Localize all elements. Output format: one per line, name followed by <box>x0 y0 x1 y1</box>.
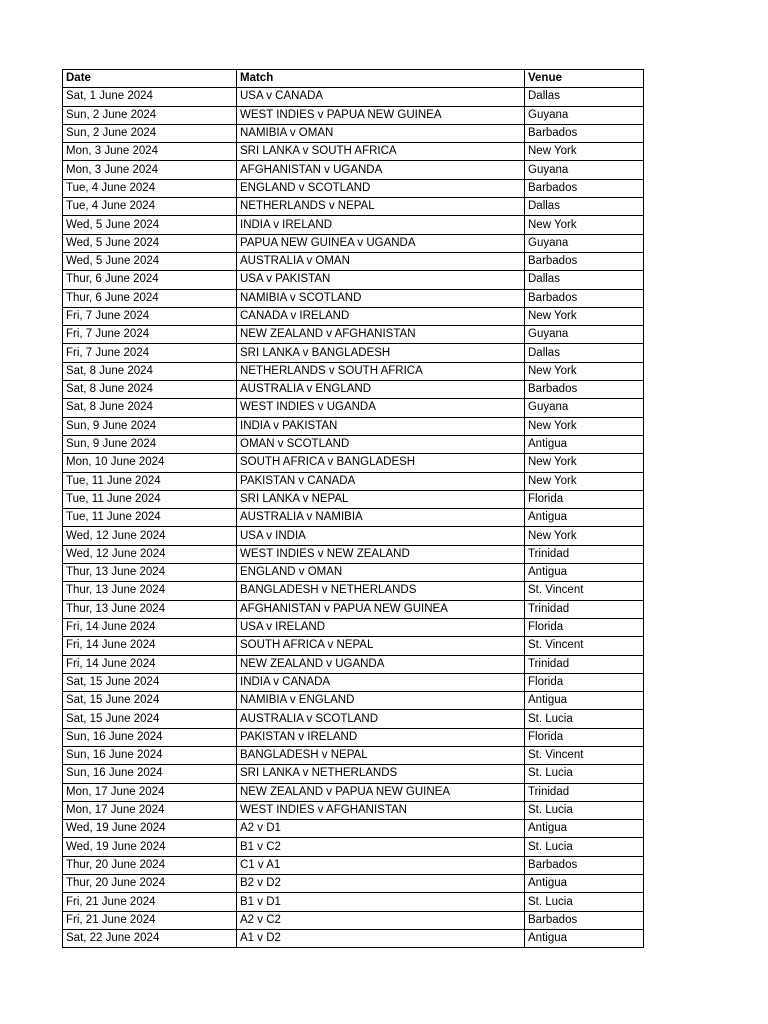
date-cell: Tue, 4 June 2024 <box>63 198 237 216</box>
date-cell: Sat, 15 June 2024 <box>63 692 237 710</box>
venue-cell: Florida <box>525 673 644 691</box>
venue-cell: Antigua <box>525 875 644 893</box>
table-row <box>63 417 644 435</box>
match-cell: NAMIBIA v OMAN <box>237 124 525 142</box>
date-cell: Mon, 3 June 2024 <box>63 143 237 161</box>
table-row <box>63 435 644 453</box>
venue-cell: Barbados <box>525 179 644 197</box>
match-cell: A2 v C2 <box>237 911 525 929</box>
match-cell: NAMIBIA v ENGLAND <box>237 692 525 710</box>
table-row <box>63 326 644 344</box>
venue-cell: Barbados <box>525 381 644 399</box>
venue-cell: Barbados <box>525 124 644 142</box>
match-cell: SRI LANKA v NEPAL <box>237 490 525 508</box>
date-cell: Tue, 11 June 2024 <box>63 472 237 490</box>
date-cell: Thur, 6 June 2024 <box>63 271 237 289</box>
match-cell: BANGLADESH v NEPAL <box>237 746 525 764</box>
table-row <box>63 490 644 508</box>
match-cell: USA v IRELAND <box>237 618 525 636</box>
venue-cell: St. Lucia <box>525 765 644 783</box>
match-cell: ENGLAND v OMAN <box>237 564 525 582</box>
table-row <box>63 746 644 764</box>
match-cell: NEW ZEALAND v UGANDA <box>237 655 525 673</box>
header-match: Match <box>237 70 525 88</box>
venue-cell: Trinidad <box>525 545 644 563</box>
venue-cell: Dallas <box>525 344 644 362</box>
match-cell: BANGLADESH v NETHERLANDS <box>237 582 525 600</box>
table-row <box>63 472 644 490</box>
table-row <box>63 106 644 124</box>
table-row <box>63 179 644 197</box>
match-cell: AUSTRALIA v OMAN <box>237 252 525 270</box>
date-cell: Thur, 13 June 2024 <box>63 582 237 600</box>
match-cell: WEST INDIES v UGANDA <box>237 399 525 417</box>
table-row <box>63 88 644 106</box>
table-row <box>63 673 644 691</box>
match-cell: NETHERLANDS v SOUTH AFRICA <box>237 362 525 380</box>
table-row <box>63 161 644 179</box>
venue-cell: New York <box>525 454 644 472</box>
venue-cell: Trinidad <box>525 655 644 673</box>
venue-cell: Guyana <box>525 399 644 417</box>
table-row <box>63 911 644 929</box>
date-cell: Sun, 9 June 2024 <box>63 417 237 435</box>
venue-cell: New York <box>525 362 644 380</box>
match-cell: INDIA v PAKISTAN <box>237 417 525 435</box>
venue-cell: Barbados <box>525 289 644 307</box>
table-row <box>63 564 644 582</box>
header-row <box>63 70 644 88</box>
table-row <box>63 618 644 636</box>
date-cell: Thur, 20 June 2024 <box>63 875 237 893</box>
venue-cell: New York <box>525 216 644 234</box>
venue-cell: St. Lucia <box>525 893 644 911</box>
match-cell: WEST INDIES v AFGHANISTAN <box>237 801 525 819</box>
venue-cell: Antigua <box>525 435 644 453</box>
table-row <box>63 728 644 746</box>
table-row <box>63 710 644 728</box>
match-cell: SOUTH AFRICA v NEPAL <box>237 637 525 655</box>
match-cell: SRI LANKA v SOUTH AFRICA <box>237 143 525 161</box>
date-cell: Sun, 9 June 2024 <box>63 435 237 453</box>
table-row <box>63 600 644 618</box>
match-cell: CANADA v IRELAND <box>237 307 525 325</box>
date-cell: Tue, 11 June 2024 <box>63 490 237 508</box>
venue-cell: Guyana <box>525 106 644 124</box>
match-cell: SRI LANKA v NETHERLANDS <box>237 765 525 783</box>
venue-cell: Florida <box>525 490 644 508</box>
date-cell: Sat, 8 June 2024 <box>63 362 237 380</box>
date-cell: Sun, 2 June 2024 <box>63 124 237 142</box>
match-cell: AFGHANISTAN v PAPUA NEW GUINEA <box>237 600 525 618</box>
match-cell: PAPUA NEW GUINEA v UGANDA <box>237 234 525 252</box>
schedule-table <box>62 69 644 948</box>
date-cell: Sat, 8 June 2024 <box>63 399 237 417</box>
match-cell: INDIA v IRELAND <box>237 216 525 234</box>
date-cell: Sun, 16 June 2024 <box>63 746 237 764</box>
table-row <box>63 875 644 893</box>
table-row <box>63 838 644 856</box>
date-cell: Wed, 5 June 2024 <box>63 234 237 252</box>
date-cell: Mon, 17 June 2024 <box>63 783 237 801</box>
date-cell: Wed, 19 June 2024 <box>63 820 237 838</box>
venue-cell: St. Vincent <box>525 637 644 655</box>
date-cell: Fri, 21 June 2024 <box>63 893 237 911</box>
table-row <box>63 765 644 783</box>
table-row <box>63 509 644 527</box>
date-cell: Wed, 12 June 2024 <box>63 527 237 545</box>
date-cell: Mon, 17 June 2024 <box>63 801 237 819</box>
match-cell: SOUTH AFRICA v BANGLADESH <box>237 454 525 472</box>
venue-cell: Florida <box>525 618 644 636</box>
date-cell: Sat, 1 June 2024 <box>63 88 237 106</box>
date-cell: Tue, 4 June 2024 <box>63 179 237 197</box>
match-cell: NEW ZEALAND v PAPUA NEW GUINEA <box>237 783 525 801</box>
venue-cell: St. Vincent <box>525 746 644 764</box>
date-cell: Mon, 3 June 2024 <box>63 161 237 179</box>
match-cell: USA v INDIA <box>237 527 525 545</box>
table-row <box>63 454 644 472</box>
date-cell: Sun, 16 June 2024 <box>63 765 237 783</box>
table-row <box>63 362 644 380</box>
match-cell: NAMIBIA v SCOTLAND <box>237 289 525 307</box>
date-cell: Thur, 13 June 2024 <box>63 564 237 582</box>
match-cell: USA v CANADA <box>237 88 525 106</box>
table-row <box>63 893 644 911</box>
venue-cell: Antigua <box>525 509 644 527</box>
match-cell: ENGLAND v SCOTLAND <box>237 179 525 197</box>
table-row <box>63 271 644 289</box>
venue-cell: Antigua <box>525 929 644 947</box>
date-cell: Sat, 15 June 2024 <box>63 710 237 728</box>
table-row <box>63 545 644 563</box>
date-cell: Fri, 7 June 2024 <box>63 307 237 325</box>
date-cell: Fri, 7 June 2024 <box>63 326 237 344</box>
table-row <box>63 307 644 325</box>
venue-cell: Florida <box>525 728 644 746</box>
match-cell: AFGHANISTAN v UGANDA <box>237 161 525 179</box>
table-row <box>63 216 644 234</box>
venue-cell: Trinidad <box>525 783 644 801</box>
table-row <box>63 399 644 417</box>
table-row <box>63 124 644 142</box>
table-row <box>63 143 644 161</box>
date-cell: Sat, 8 June 2024 <box>63 381 237 399</box>
match-cell: SRI LANKA v BANGLADESH <box>237 344 525 362</box>
date-cell: Sun, 2 June 2024 <box>63 106 237 124</box>
venue-cell: Dallas <box>525 88 644 106</box>
date-cell: Sun, 16 June 2024 <box>63 728 237 746</box>
table-row <box>63 252 644 270</box>
table-row <box>63 929 644 947</box>
schedule-body <box>63 88 644 948</box>
venue-cell: St. Lucia <box>525 710 644 728</box>
match-cell: INDIA v CANADA <box>237 673 525 691</box>
header-date: Date <box>63 70 237 88</box>
venue-cell: New York <box>525 417 644 435</box>
table-row <box>63 381 644 399</box>
table-row <box>63 527 644 545</box>
venue-cell: Antigua <box>525 564 644 582</box>
match-cell: AUSTRALIA v NAMIBIA <box>237 509 525 527</box>
date-cell: Thur, 13 June 2024 <box>63 600 237 618</box>
date-cell: Mon, 10 June 2024 <box>63 454 237 472</box>
venue-cell: Guyana <box>525 326 644 344</box>
match-cell: A2 v D1 <box>237 820 525 838</box>
venue-cell: Dallas <box>525 271 644 289</box>
date-cell: Wed, 5 June 2024 <box>63 216 237 234</box>
venue-cell: Guyana <box>525 161 644 179</box>
venue-cell: Barbados <box>525 856 644 874</box>
venue-cell: Guyana <box>525 234 644 252</box>
venue-cell: St. Lucia <box>525 838 644 856</box>
venue-cell: St. Vincent <box>525 582 644 600</box>
table-row <box>63 582 644 600</box>
match-cell: B2 v D2 <box>237 875 525 893</box>
venue-cell: New York <box>525 307 644 325</box>
date-cell: Tue, 11 June 2024 <box>63 509 237 527</box>
venue-cell: New York <box>525 472 644 490</box>
date-cell: Fri, 14 June 2024 <box>63 637 237 655</box>
match-cell: NETHERLANDS v NEPAL <box>237 198 525 216</box>
match-cell: PAKISTAN v IRELAND <box>237 728 525 746</box>
date-cell: Fri, 14 June 2024 <box>63 618 237 636</box>
match-cell: NEW ZEALAND v AFGHANISTAN <box>237 326 525 344</box>
table-row <box>63 344 644 362</box>
venue-cell: Barbados <box>525 252 644 270</box>
header-venue: Venue <box>525 70 644 88</box>
match-cell: B1 v C2 <box>237 838 525 856</box>
venue-cell: Barbados <box>525 911 644 929</box>
venue-cell: Dallas <box>525 198 644 216</box>
table-row <box>63 289 644 307</box>
match-cell: WEST INDIES v NEW ZEALAND <box>237 545 525 563</box>
date-cell: Sat, 15 June 2024 <box>63 673 237 691</box>
date-cell: Wed, 12 June 2024 <box>63 545 237 563</box>
table-row <box>63 820 644 838</box>
date-cell: Thur, 6 June 2024 <box>63 289 237 307</box>
match-cell: PAKISTAN v CANADA <box>237 472 525 490</box>
match-cell: AUSTRALIA v SCOTLAND <box>237 710 525 728</box>
table-row <box>63 198 644 216</box>
venue-cell: New York <box>525 527 644 545</box>
table-row <box>63 692 644 710</box>
date-cell: Wed, 5 June 2024 <box>63 252 237 270</box>
date-cell: Wed, 19 June 2024 <box>63 838 237 856</box>
venue-cell: New York <box>525 143 644 161</box>
date-cell: Sat, 22 June 2024 <box>63 929 237 947</box>
match-cell: OMAN v SCOTLAND <box>237 435 525 453</box>
date-cell: Thur, 20 June 2024 <box>63 856 237 874</box>
table-row <box>63 637 644 655</box>
venue-cell: Antigua <box>525 692 644 710</box>
table-row <box>63 856 644 874</box>
match-cell: WEST INDIES v PAPUA NEW GUINEA <box>237 106 525 124</box>
date-cell: Fri, 21 June 2024 <box>63 911 237 929</box>
venue-cell: St. Lucia <box>525 801 644 819</box>
table-row <box>63 783 644 801</box>
venue-cell: Antigua <box>525 820 644 838</box>
table-row <box>63 801 644 819</box>
table-row <box>63 655 644 673</box>
date-cell: Fri, 7 June 2024 <box>63 344 237 362</box>
match-cell: B1 v D1 <box>237 893 525 911</box>
match-cell: USA v PAKISTAN <box>237 271 525 289</box>
venue-cell: Trinidad <box>525 600 644 618</box>
match-cell: C1 v A1 <box>237 856 525 874</box>
match-cell: AUSTRALIA v ENGLAND <box>237 381 525 399</box>
table-row <box>63 234 644 252</box>
date-cell: Fri, 14 June 2024 <box>63 655 237 673</box>
match-cell: A1 v D2 <box>237 929 525 947</box>
